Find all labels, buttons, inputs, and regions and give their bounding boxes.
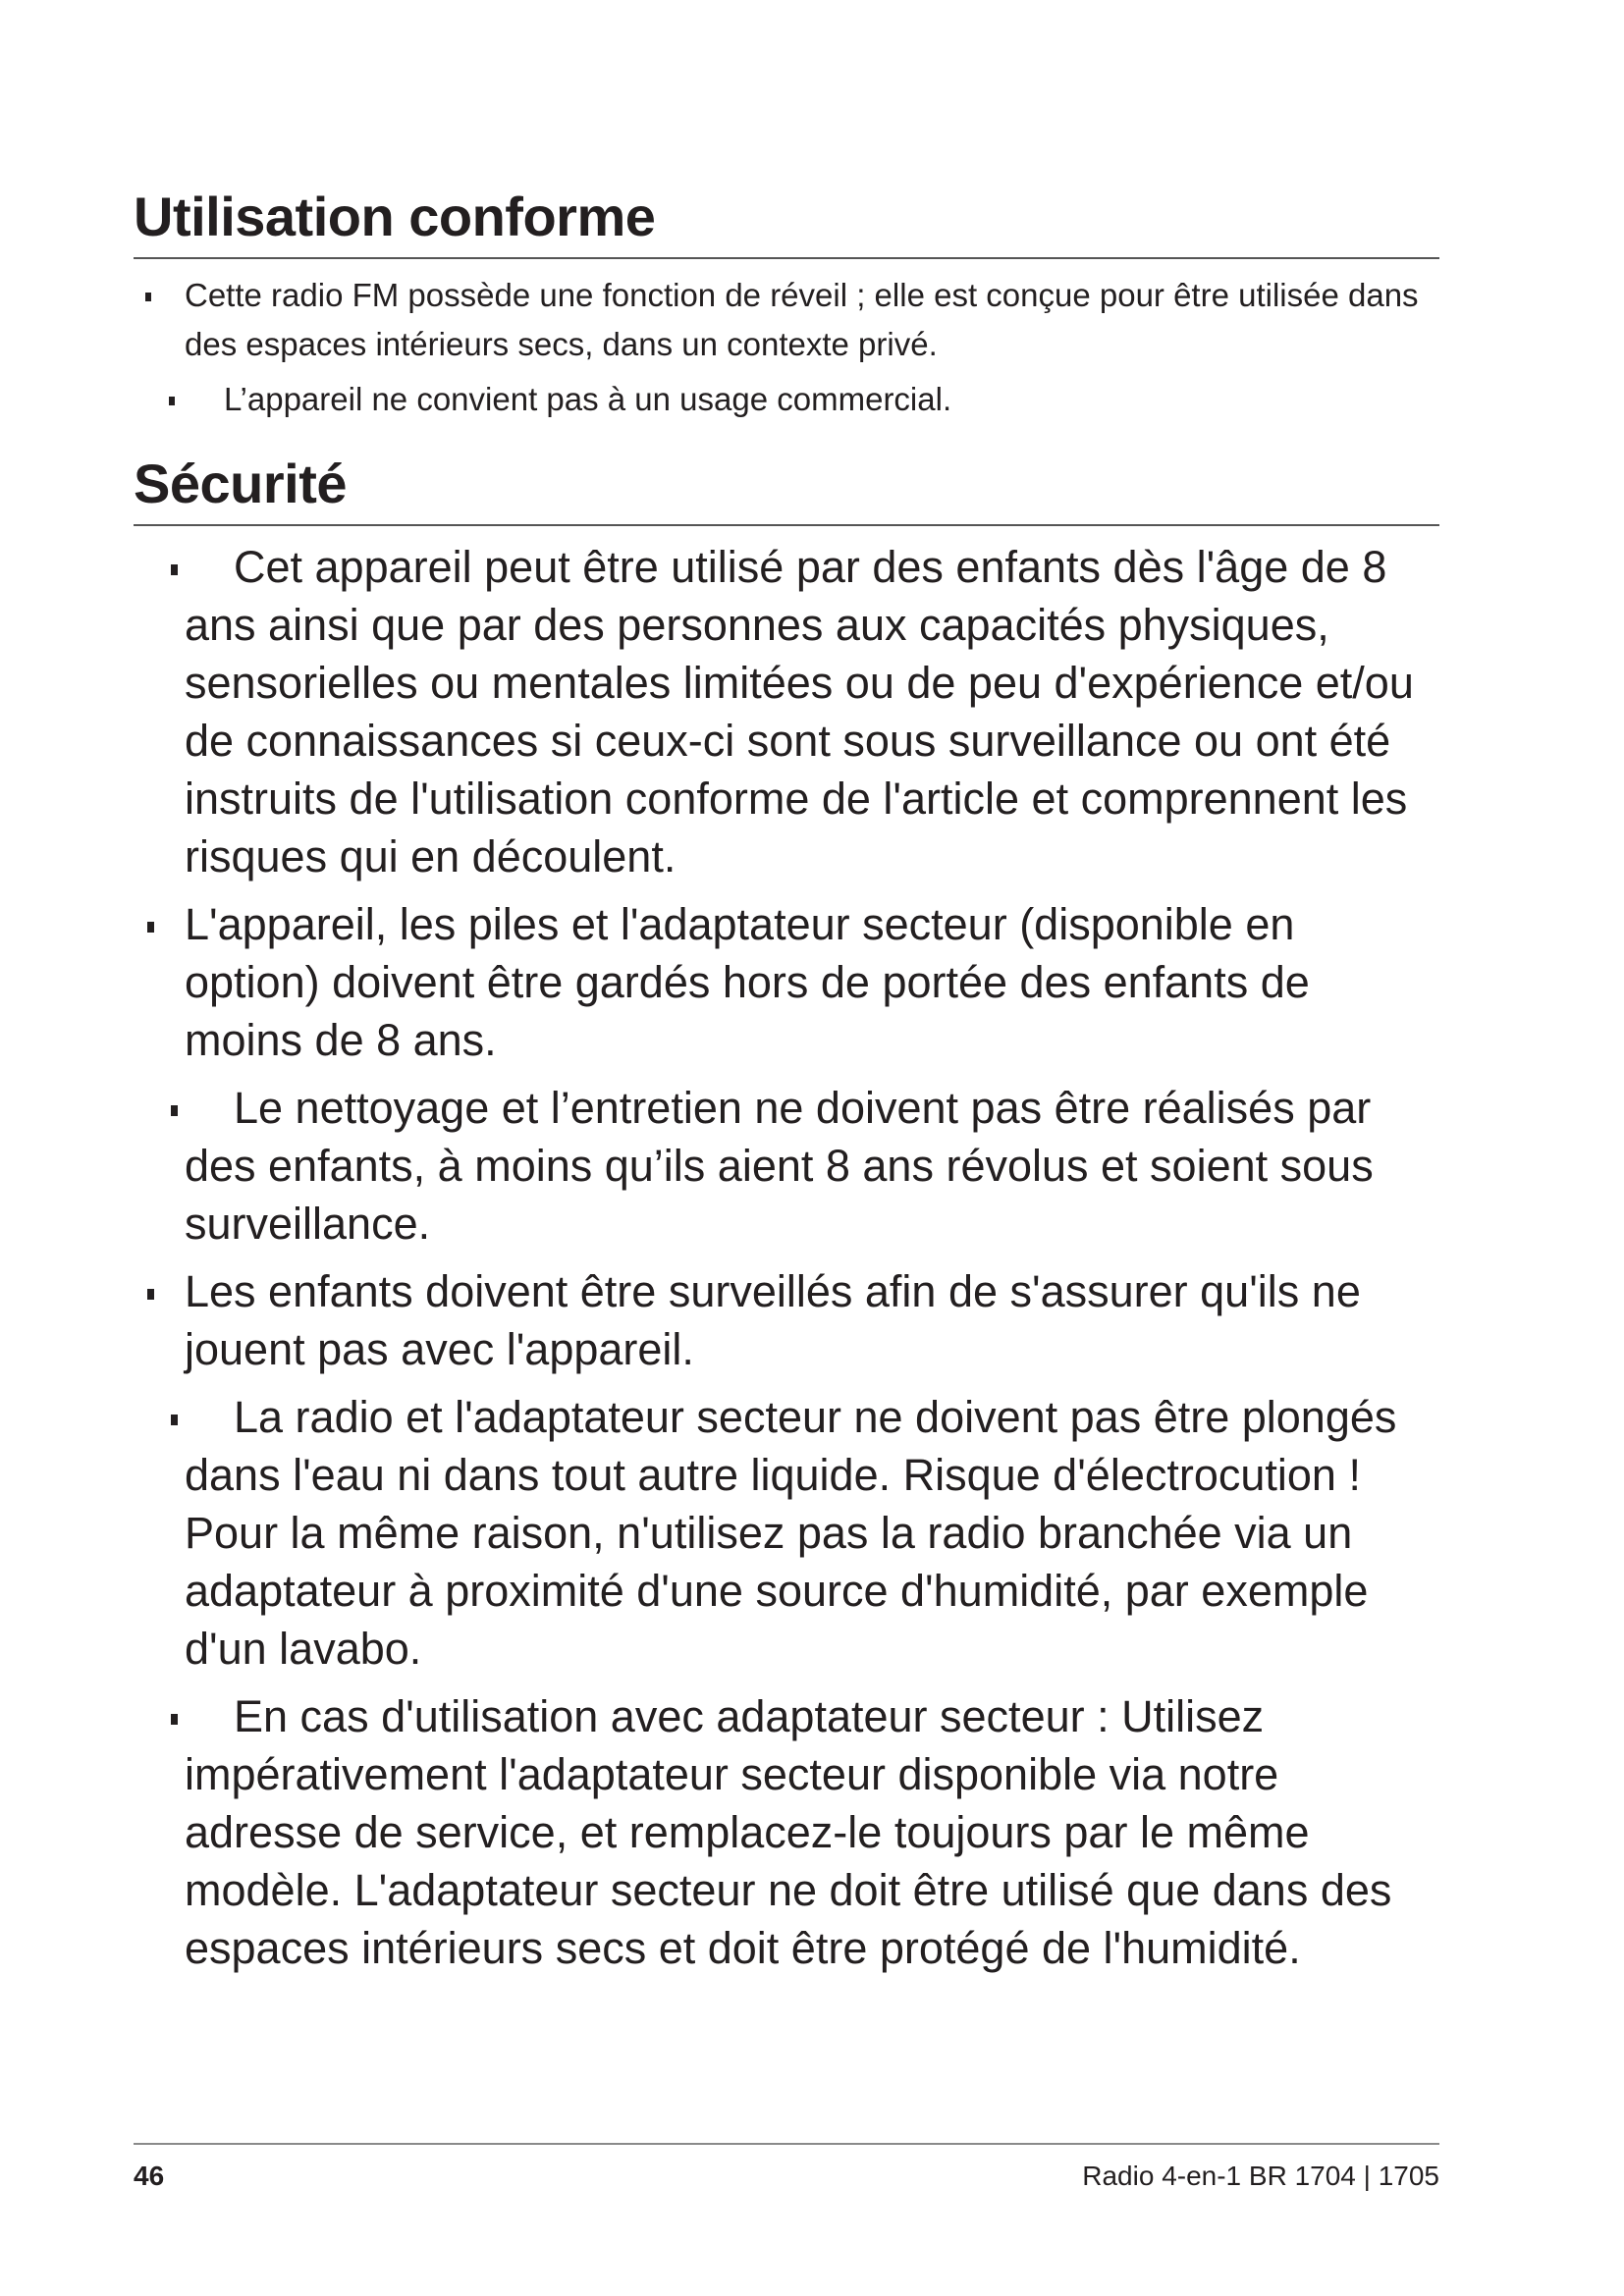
page-footer [134, 2161, 1439, 2192]
list-item [134, 538, 1439, 885]
bullet-icon [147, 1289, 154, 1300]
list-item [134, 375, 1439, 424]
page-number: 46 [134, 2161, 165, 2191]
safety-section [134, 454, 1439, 1977]
product-name: Radio 4-en-1 BR 1704 | 1705 [1082, 2161, 1439, 2191]
list-item-text: L'appareil, les piles et l'adaptateur secteur (disponible en option) doivent être gardés hors de portée des enfants de moins de 8 ans. [185, 898, 1310, 1065]
list-item [134, 1079, 1439, 1253]
bullet-icon [169, 397, 175, 405]
list-item-text: Le nettoyage et l’entretien ne doivent pas être réalisés par des enfants, à moins qu’ils aient 8 ans révolus et soient sous surveillance. [185, 1082, 1374, 1249]
list-item [134, 271, 1439, 369]
safety-heading: Sécurité [134, 454, 1439, 526]
list-item-text: Les enfants doivent être surveillés afin de s'assurer qu'ils ne jouent pas avec l'appareil. [185, 1265, 1361, 1374]
bullet-icon [171, 1415, 178, 1425]
list-item [134, 895, 1439, 1069]
usage-list [134, 271, 1439, 424]
list-item-text: Cet appareil peut être utilisé par des enfants dès l'âge de 8 ans ainsi que par des personnes aux capacités physiques, sensorielles ou mentales limitées ou de peu d'expérience et/ou de connaissances si ceux-ci sont sous surveillance ou ont été instruits de l'utilisation conforme de l'article et comprennent les risques qui en découlent. [185, 541, 1414, 881]
list-item [134, 1388, 1439, 1678]
bullet-icon [147, 922, 154, 933]
safety-list [134, 538, 1439, 1977]
list-item [134, 1262, 1439, 1378]
bullet-icon [145, 293, 151, 301]
list-item-text: En cas d'utilisation avec adaptateur secteur : Utilisez impérativement l'adaptateur secteur disponible via notre adresse de service, et remplacez-le toujours par le même modèle. L'adaptateur secteur ne doit être utilisé que dans des espaces intérieurs secs et doit être protégé de l'humidité. [185, 1690, 1392, 1973]
list-item [134, 1687, 1439, 1977]
list-item-text: La radio et l'adaptateur secteur ne doivent pas être plongés dans l'eau ni dans tout autre liquide. Risque d'électrocution ! Pour la même raison, n'utilisez pas la radio branchée via un adaptateur à proximité d'une source d'humidité, par exemple d'un lavabo. [185, 1391, 1397, 1674]
usage-section [134, 187, 1439, 424]
usage-heading: Utilisation conforme [134, 187, 1439, 259]
list-item-text: Cette radio FM possède une fonction de réveil ; elle est conçue pour être utilisée dans des espaces intérieurs secs, dans un contexte privé. [185, 276, 1419, 362]
footer-divider [134, 2143, 1439, 2145]
list-item-text: L’appareil ne convient pas à un usage commercial. [224, 380, 952, 417]
bullet-icon [171, 1105, 178, 1116]
bullet-icon [171, 564, 178, 575]
bullet-icon [171, 1714, 178, 1725]
